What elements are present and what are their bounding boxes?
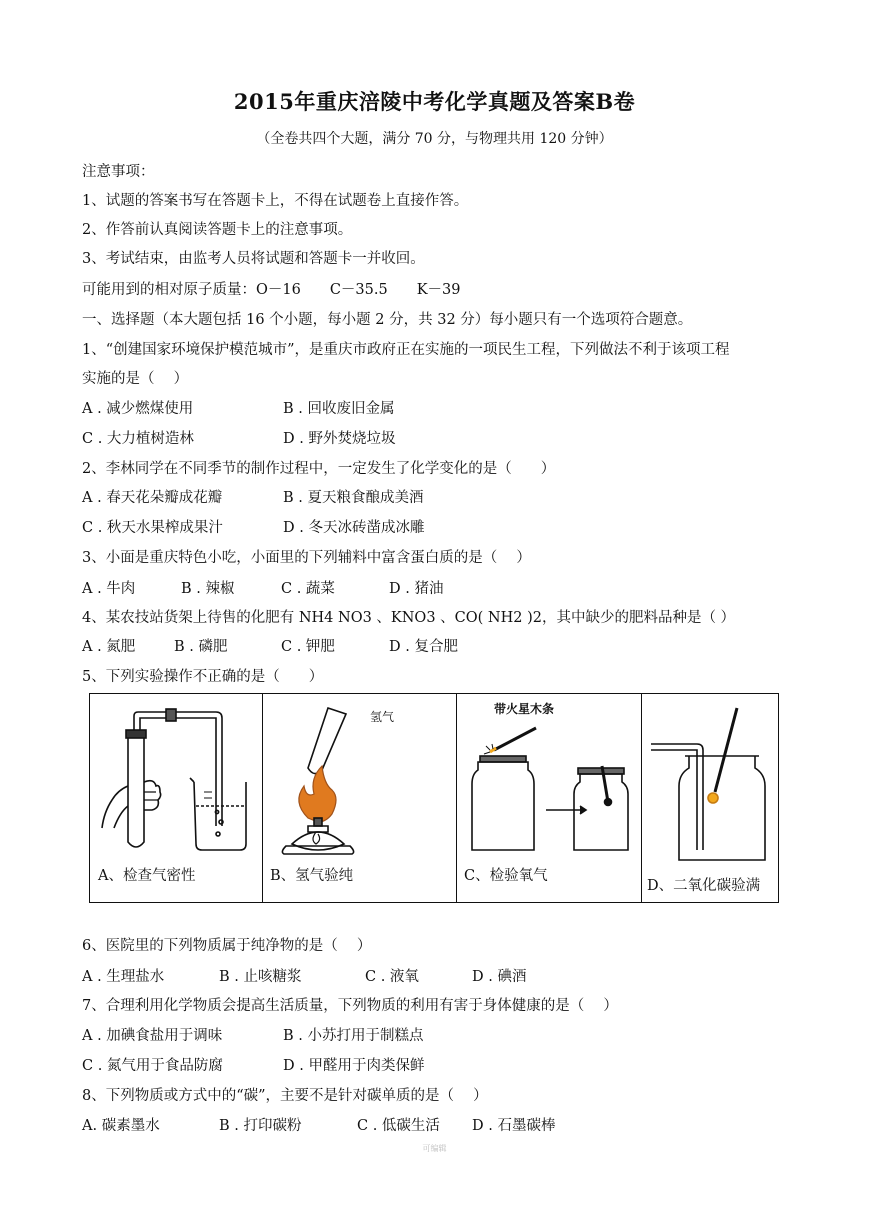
figure-cell-a <box>90 694 262 902</box>
section-heading: 一、选择题（本大题包括 16 个小题，每小题 2 分，共 32 分）每小题只有一个选项符合题意。 <box>82 312 693 328</box>
figure-caption: A、检查气密性 <box>98 868 196 884</box>
atomic-masses: 可能用到的相对原子质量：O－16 C－35.5 K－39 <box>82 282 461 298</box>
airtightness-apparatus-icon <box>90 694 262 859</box>
alcohol-lamp-icon <box>262 694 456 859</box>
option-b: B . 小苏打用于制糕点 <box>283 1028 424 1044</box>
question-stem: 8、下列物质或方式中的“碳”，主要不是针对碳单质的是（ ） <box>82 1088 488 1104</box>
note-item: 3、考试结束，由监考人员将试题和答题卡一并收回。 <box>82 251 425 267</box>
splint-label: 带火星木条 <box>494 702 555 716</box>
option-c: C . 氮气用于食品防腐 <box>82 1058 223 1074</box>
oxygen-test-bottles-icon <box>456 694 641 859</box>
option-a: A . 牛肉 <box>82 581 136 597</box>
question-stem: 7、合理利用化学物质会提高生活质量，下列物质的利用有害于身体健康的是（ ） <box>82 998 618 1014</box>
option-c: C . 液氧 <box>365 969 419 985</box>
option-d: D . 冬天冰砖凿成冰雕 <box>283 520 425 536</box>
hydrogen-label: 氢气 <box>370 710 395 724</box>
option-b: B . 辣椒 <box>181 581 235 597</box>
figure-table <box>89 693 779 903</box>
question-stem: 5、下列实验操作不正确的是（ ） <box>82 669 324 685</box>
question-stem: 4、某农技站货架上待售的化肥有 NH4 NO3 、KNO3 、CO( NH2 )2，其中缺少的肥料品种是（ ） <box>82 610 736 626</box>
option-d: D . 石墨碳棒 <box>472 1118 556 1134</box>
option-a: A . 加碘食盐用于调味 <box>82 1028 223 1044</box>
question-stem: 2、李林同学在不同季节的制作过程中，一定发生了化学变化的是（ ） <box>82 461 556 477</box>
option-c: C . 钾肥 <box>281 639 335 655</box>
question-stem: 6、医院里的下列物质属于纯净物的是（ ） <box>82 938 372 954</box>
figure-cell-d <box>641 694 780 902</box>
option-d: D . 甲醛用于肉类保鲜 <box>283 1058 425 1074</box>
option-b: B . 磷肥 <box>174 639 228 655</box>
figure-cell-c <box>456 694 641 902</box>
option-d: D . 碘酒 <box>472 969 527 985</box>
option-a: A . 氮肥 <box>82 639 136 655</box>
figure-caption: B、氢气验纯 <box>270 868 354 884</box>
note-item: 2、作答前认真阅读答题卡上的注意事项。 <box>82 222 353 238</box>
option-d: D . 复合肥 <box>389 639 458 655</box>
option-a: A. 碳素墨水 <box>82 1118 160 1134</box>
option-b: B . 夏天粮食酿成美酒 <box>283 490 424 506</box>
figure-caption: C、检验氧气 <box>464 868 548 884</box>
page-mark: 可编辑 <box>422 1144 447 1153</box>
option-b: B . 打印碳粉 <box>219 1118 302 1134</box>
page-subtitle: （全卷共四个大题，满分 70 分，与物理共用 120 分钟） <box>256 131 613 147</box>
option-c: C . 秋天水果榨成果汁 <box>82 520 223 536</box>
question-stem-cont: 实施的是（ ） <box>82 371 189 387</box>
note-item: 1、试题的答案书写在答题卡上，不得在试题卷上直接作答。 <box>82 193 469 209</box>
option-d: D . 猪油 <box>389 581 444 597</box>
figure-cell-b <box>262 694 456 902</box>
figure-caption: D、二氧化碳验满 <box>647 878 761 894</box>
option-c: C . 蔬菜 <box>281 581 335 597</box>
option-a: A . 生理盐水 <box>82 969 165 985</box>
option-c: C . 低碳生活 <box>357 1118 440 1134</box>
option-c: C . 大力植树造林 <box>82 431 194 447</box>
question-stem: 3、小面是重庆特色小吃，小面里的下列辅料中富含蛋白质的是（ ） <box>82 550 531 566</box>
option-b: B . 回收废旧金属 <box>283 401 395 417</box>
co2-collection-bottle-icon <box>641 694 780 869</box>
option-a: A . 春天花朵瓣成花瓣 <box>82 490 223 506</box>
page-title: 2015年重庆涪陵中考化学真题及答案B卷 <box>233 89 636 114</box>
question-stem: 1、“创建国家环境保护模范城市”，是重庆市政府正在实施的一项民生工程，下列做法不利于该项工程 <box>82 342 730 358</box>
notes-heading: 注意事项： <box>82 164 155 180</box>
option-d: D . 野外焚烧垃圾 <box>283 431 396 447</box>
option-a: A . 减少燃煤使用 <box>82 401 194 417</box>
option-b: B . 止咳糖浆 <box>219 969 302 985</box>
